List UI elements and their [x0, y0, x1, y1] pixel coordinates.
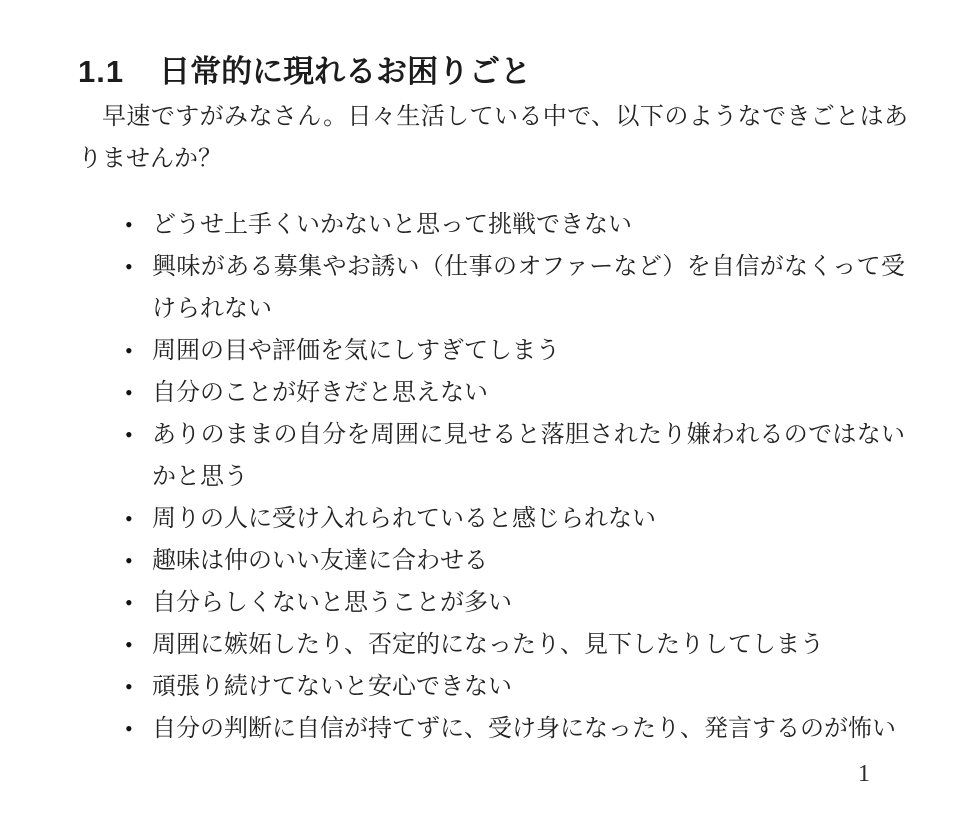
list-item — [125, 246, 905, 330]
list-item — [125, 582, 905, 624]
section-heading — [78, 53, 531, 91]
list-item — [125, 666, 905, 708]
list-item-text: 頑張り続けてないと安心できない — [152, 674, 512, 700]
bullet-icon: • — [125, 716, 133, 741]
list-item-text: 周囲の目や評価を気にしすぎてしまう — [152, 338, 560, 364]
list-item-text: 自分の判断に自信が持てずに、受け身になったり、発言するのが怖い — [152, 716, 896, 742]
list-item-text: どうせ上手くいかないと思って挑戦できない — [152, 212, 632, 238]
page-number: 1 — [858, 761, 870, 787]
list-item-text: 自分のことが好きだと思えない — [152, 380, 488, 406]
bullet-icon: • — [125, 506, 133, 531]
bullet-icon: • — [125, 674, 133, 699]
bullet-icon: • — [125, 380, 133, 405]
bullet-icon: • — [125, 254, 133, 279]
list-item — [125, 330, 905, 372]
list-item — [125, 498, 905, 540]
section-number: 1.1 — [78, 53, 125, 89]
list-item — [125, 708, 905, 750]
list-item — [125, 414, 905, 498]
list-item-text: ありのままの自分を周囲に見せると落胆されたり嫌われるのではないかと思う — [152, 422, 905, 490]
list-item — [125, 204, 905, 246]
bullet-icon: • — [125, 590, 133, 615]
bullet-icon: • — [125, 338, 133, 363]
trouble-list — [125, 204, 905, 750]
list-item — [125, 372, 905, 414]
list-item — [125, 624, 905, 666]
bullet-icon: • — [125, 632, 133, 657]
section-title: 日常的に現れるお困りごと — [159, 53, 532, 89]
bullet-icon: • — [125, 212, 133, 237]
list-item-text: 自分らしくないと思うことが多い — [152, 590, 512, 616]
bullet-icon: • — [125, 422, 133, 447]
list-item-text: 趣味は仲のいい友達に合わせる — [152, 548, 488, 574]
bullet-icon: • — [125, 548, 133, 573]
list-item — [125, 540, 905, 582]
intro-paragraph: 早速ですがみなさん。日々生活している中で、以下のようなできごとはありませんか？ — [78, 104, 908, 172]
list-item-text: 周りの人に受け入れられていると感じられない — [152, 506, 656, 532]
list-item-text: 周囲に嫉妬したり、否定的になったり、見下したりしてしまう — [152, 632, 824, 658]
list-item-text: 興味がある募集やお誘い（仕事のオファーなど）を自信がなくって受けられない — [152, 254, 905, 322]
